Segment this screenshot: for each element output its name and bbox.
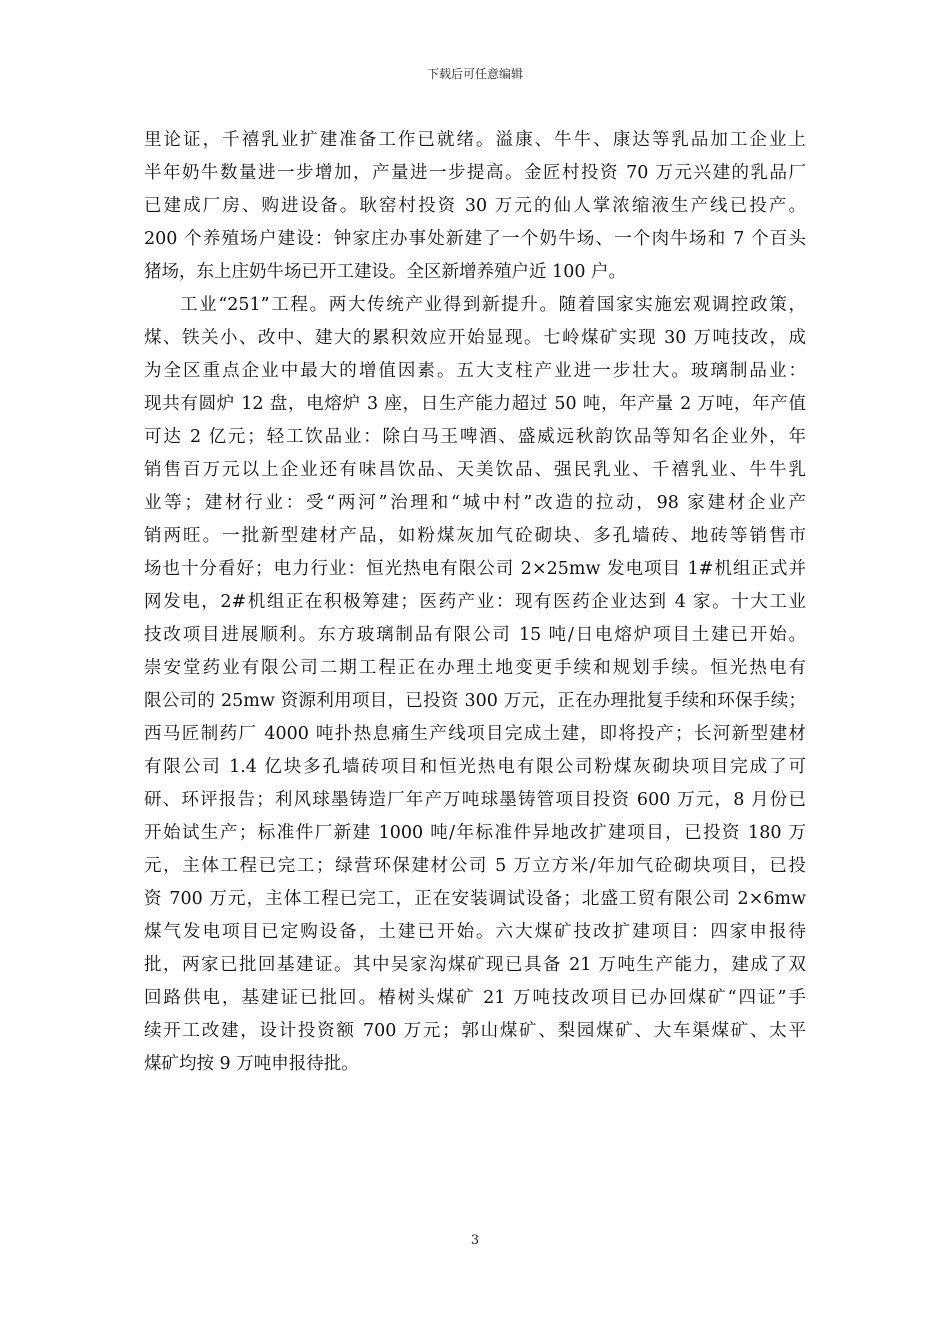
text-line: 开始试生产；标准件厂新建 1000 吨/年标准件异地改扩建项目，已投资 180 万: [144, 823, 806, 843]
text-line: 限公司的 25mw 资源利用项目，已投资 300 万元，正在办理批复手续和环保手续；: [144, 691, 806, 711]
page-header: 下载后可任意编辑: [426, 67, 523, 81]
text-line: 为全区重点企业中最大的增值因素。五大支柱产业进一步壮大。玻璃制品业：: [144, 361, 806, 381]
paragraph-dairy-livestock: [144, 124, 806, 289]
text-line: 已建成厂房、购进设备。耿窑村投资 30 万元的仙人掌浓缩液生产线已投产。: [144, 196, 806, 216]
text-line: 猪场，东上庄奶牛场已开工建设。全区新增养殖户近 100 户。: [144, 262, 627, 282]
text-line: 崇安堂药业有限公司二期工程正在办理土地变更手续和规划手续。恒光热电有: [144, 658, 806, 678]
text-line: 200 个养殖场户建设：钟家庄办事处新建了一个奶牛场、一个肉牛场和 7 个百头: [144, 229, 806, 249]
text-line: 技改项目进展顺利。东方玻璃制品有限公司 15 吨/日电熔炉项目土建已开始。: [144, 625, 806, 645]
text-line: 煤矿均按 9 万吨申报待批。: [144, 1054, 359, 1074]
text-line: 煤气发电项目已定购设备，土建已开始。六大煤矿技改扩建项目：四家申报待: [144, 922, 806, 942]
text-line: 业等；建材行业：受“两河”治理和“城中村”改造的拉动，98 家建材企业产: [144, 493, 806, 513]
text-line: 半年奶牛数量进一步增加，产量进一步提高。金匠村投资 70 万元兴建的乳品厂: [144, 163, 806, 183]
text-line: 销售百万元以上企业还有味昌饮品、天美饮品、强民乳业、千禧乳业、牛牛乳: [144, 460, 806, 480]
text-line: 场也十分看好；电力行业：恒光热电有限公司 2×25mw 发电项目 1#机组正式并: [144, 559, 806, 579]
text-line: 网发电，2#机组正在积极筹建；医药产业：现有医药企业达到 4 家。十大工业: [144, 592, 806, 612]
page-number: 3: [470, 1233, 480, 1248]
paragraph-industry-251: [144, 289, 806, 1081]
text-line: 资 700 万元，主体工程已完工，正在安装调试设备；北盛工贸有限公司 2×6mw: [144, 889, 806, 909]
text-line: 里论证，千禧乳业扩建准备工作已就绪。溢康、牛牛、康达等乳品加工企业上: [144, 130, 806, 150]
text-line: 可达 2 亿元；轻工饮品业：除白马王啤酒、盛威远秋韵饮品等知名企业外，年: [144, 427, 806, 447]
text-line: 销两旺。一批新型建材产品，如粉煤灰加气砼砌块、多孔墙砖、地砖等销售市: [144, 526, 806, 546]
text-line: 批，两家已批回基建证。其中吴家沟煤矿现已具备 21 万吨生产能力，建成了双: [144, 955, 806, 975]
text-line: 现共有圆炉 12 盘，电熔炉 3 座，日生产能力超过 50 吨，年产量 2 万吨，年产值: [144, 394, 806, 414]
text-line: 西马匠制药厂 4000 吨扑热息痛生产线项目完成土建，即将投产；长河新型建材: [144, 724, 806, 744]
text-line: 工业“251”工程。两大传统产业得到新提升。随着国家实施宏观调控政策，: [180, 295, 806, 315]
text-line: 研、环评报告；利风球墨铸造厂年产万吨球墨铸管项目投资 600 万元，8 月份已: [144, 790, 806, 810]
text-line: 续开工改建，设计投资额 700 万元；郭山煤矿、梨园煤矿、大车渠煤矿、太平: [144, 1021, 806, 1041]
text-line: 煤、铁关小、改中、建大的累积效应开始显现。七岭煤矿实现 30 万吨技改，成: [144, 328, 806, 348]
text-line: 有限公司 1.4 亿块多孔墙砖项目和恒光热电有限公司粉煤灰砌块项目完成了可: [144, 757, 806, 777]
document-body: [144, 124, 806, 1081]
text-line: 元，主体工程已完工；绿营环保建材公司 5 万立方米/年加气砼砌块项目，已投: [144, 856, 806, 876]
text-line: 回路供电，基建证已批回。椿树头煤矿 21 万吨技改项目已办回煤矿“四证”手: [144, 988, 806, 1008]
